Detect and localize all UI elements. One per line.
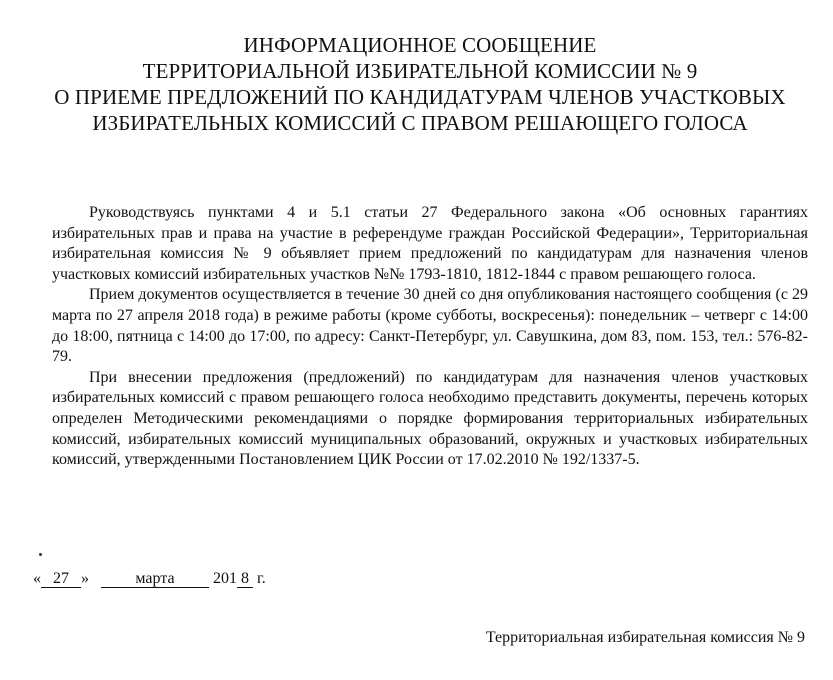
body-paragraph-2: Прием документов осуществляется в течение 30 дней со дня опубликования настоящего сообщения (с 29 марта по 27 апреля 2018 года) в режиме работы (кроме субботы, воскресенья): понедельник – четверг с 14:00 до 18:00, пятница с 14:00 до 17:00, по адресу: Санкт-Петербург, ул. Савушкина, дом 83, пом. 153, тел.: 576-82-79.: [52, 286, 808, 366]
date-close-quote: »: [81, 570, 89, 587]
title-line-2: ТЕРРИТОРИАЛЬНОЙ ИЗБИРАТЕЛЬНОЙ КОМИССИИ № 9: [142, 59, 698, 83]
title-line-4: ИЗБИРАТЕЛЬНЫХ КОМИССИЙ С ПРАВОМ РЕШАЮЩЕГО ГОЛОСА: [92, 111, 748, 135]
date-day: 27: [41, 570, 81, 588]
document-title: [40, 32, 800, 136]
stray-dot: [39, 553, 42, 556]
date-year-suffix: 8: [237, 570, 253, 588]
date-month: марта: [101, 570, 209, 588]
body-paragraph-1: Руководствуясь пунктами 4 и 5.1 статьи 27 Федерального закона «Об основных гарантиях избирательных прав и права на участие в референдуме граждан Российской Федерации», Территориальная избирательная комиссия № 9 объявляет прием предложений по кандидатурам для назначения членов участковых комиссий избирательных участков №№ 1793-1810, 1812-1844 с правом решающего голоса.: [52, 204, 808, 283]
date-year-unit: г.: [257, 570, 266, 587]
title-line-1: ИНФОРМАЦИОННОЕ СООБЩЕНИЕ: [243, 33, 597, 57]
body-paragraph-3: При внесении предложения (предложений) по кандидатурам для назначения членов участковых избирательных комиссий с правом решающего голоса необходимо представить документы, перечень которых определен Методическими рекомендациями о порядке формирования территориальных избирательных комиссий, избирательных комиссий муниципальных образований, окружных и участковых избирательных комиссий, утвержденными Постановлением ЦИК России от 17.02.2010 № 192/1337-5.: [52, 368, 808, 469]
document-date: [33, 568, 266, 590]
signature-line: Территориальная избирательная комиссия № 9: [485, 629, 805, 646]
date-year-prefix: 201: [213, 570, 237, 587]
document-body: [52, 203, 808, 471]
date-open-quote: «: [33, 570, 41, 587]
title-line-3: О ПРИЕМЕ ПРЕДЛОЖЕНИЙ ПО КАНДИДАТУРАМ ЧЛЕНОВ УЧАСТКОВЫХ: [54, 85, 786, 109]
